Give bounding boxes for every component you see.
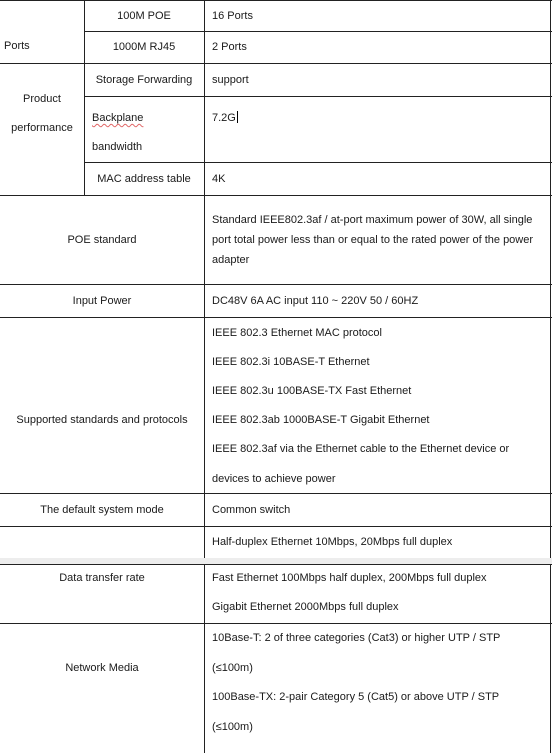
standards-label: Supported standards and protocols <box>16 414 188 426</box>
ports-label: Ports <box>4 40 30 52</box>
performance-label-line2: performance <box>11 122 73 134</box>
standards-line: IEEE 802.3 Ethernet MAC protocol <box>212 327 382 339</box>
poe-standard-line: port total power less than or equal to the rated power of the power <box>212 234 534 246</box>
mac-table-label: MAC address table <box>97 173 191 185</box>
storage-forwarding-value: support <box>212 74 249 86</box>
standards-line: devices to achieve power <box>212 473 336 485</box>
standards-line: IEEE 802.3af via the Ethernet cable to the Ethernet device or <box>212 443 510 455</box>
input-power-value: DC48V 6A AC input 110 ~ 220V 50 / 60HZ <box>212 295 419 307</box>
rj45-port-value: 2 Ports <box>212 41 247 53</box>
backplane-label-line1: Backplane <box>92 112 144 124</box>
mac-table-value: 4K <box>212 173 226 185</box>
network-media-line: 100Base-TX: 2-pair Category 5 (Cat5) or above UTP / STP <box>212 691 500 703</box>
poe-standard-line: Standard IEEE802.3af / at-port maximum power of 30W, all single <box>212 214 533 226</box>
poe-standard-line: adapter <box>212 254 250 266</box>
transfer-rate-label: Data transfer rate <box>59 572 145 584</box>
performance-label-line1: Product <box>23 93 61 105</box>
storage-forwarding-label: Storage Forwarding <box>95 74 193 86</box>
transfer-rate-line: Gigabit Ethernet 2000Mbps full duplex <box>212 601 399 613</box>
network-media-label: Network Media <box>65 662 139 674</box>
network-media-line: (≤100m) <box>212 721 253 733</box>
input-power-label: Input Power <box>72 295 132 307</box>
network-media-line: 10Base-T: 2 of three categories (Cat3) or higher UTP / STP <box>212 632 501 644</box>
backplane-label-line2: bandwidth <box>92 141 143 153</box>
system-mode-value: Common switch <box>212 504 291 516</box>
poe-port-label: 100M POE <box>117 10 171 22</box>
poe-port-value: 16 Ports <box>212 10 253 22</box>
standards-line: IEEE 802.3u 100BASE-TX Fast Ethernet <box>212 385 412 397</box>
standards-line: IEEE 802.3ab 1000BASE-T Gigabit Ethernet <box>212 414 430 426</box>
half-duplex-value: Half-duplex Ethernet 10Mbps, 20Mbps full duplex <box>212 536 453 548</box>
rj45-port-label: 1000M RJ45 <box>112 41 176 53</box>
text-caret <box>237 111 238 123</box>
standards-line: IEEE 802.3i 10BASE-T Ethernet <box>212 356 370 368</box>
poe-standard-label: POE standard <box>67 234 137 246</box>
backplane-value[interactable]: 7.2G <box>212 112 236 124</box>
transfer-rate-line: Fast Ethernet 100Mbps half duplex, 200Mbps full duplex <box>212 572 487 584</box>
system-mode-label: The default system mode <box>40 504 164 516</box>
network-media-line: (≤100m) <box>212 662 253 674</box>
